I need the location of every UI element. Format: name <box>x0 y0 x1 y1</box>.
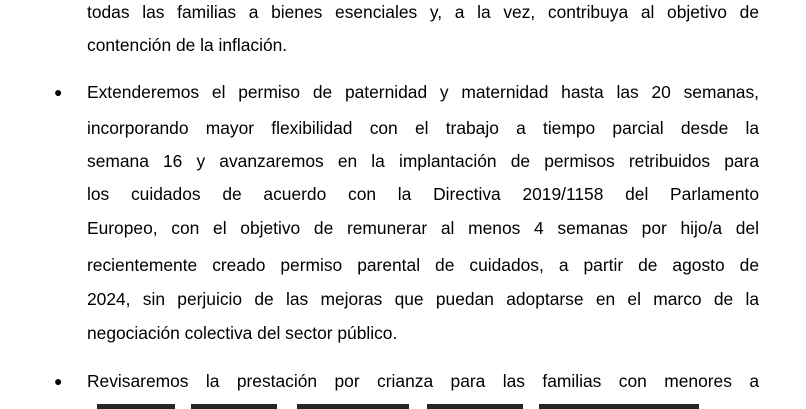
bullet-line: recientemente creado permiso parental de cuidados, a partir de agosto de <box>87 255 759 275</box>
bullet-marker: ● <box>54 373 63 389</box>
paragraph-line: contención de la inflación. <box>87 35 288 55</box>
bullet-line: los cuidados de acuerdo con la Directiva 2019/1158 del Parlamento <box>87 184 759 204</box>
bullet-line: semana 16 y avanzaremos en la implantación de permisos retribuidos para <box>87 151 759 171</box>
cropped-text-fragment <box>539 404 699 409</box>
bullet-marker: ● <box>54 84 63 100</box>
bullet-line: Extenderemos el permiso de paternidad y maternidad hasta las 20 semanas, <box>87 82 759 102</box>
bullet-line: incorporando mayor flexibilidad con el trabajo a tiempo parcial desde la <box>87 118 759 138</box>
paragraph-line: todas las familias a bienes esenciales y, a la vez, contribuya al objetivo de <box>87 2 759 22</box>
bullet-line: Revisaremos la prestación por crianza para las familias con menores a <box>87 371 759 391</box>
cropped-text-fragment <box>427 404 523 409</box>
cropped-text-line <box>87 400 707 409</box>
cropped-text-fragment <box>97 404 175 409</box>
cropped-text-fragment <box>191 404 277 409</box>
cropped-text-fragment <box>297 404 409 409</box>
bullet-line: negociación colectiva del sector público. <box>87 323 398 343</box>
bullet-line: Europeo, con el objetivo de remunerar al menos 4 semanas por hijo/a del <box>87 218 759 238</box>
bullet-line: 2024, sin perjuicio de las mejoras que puedan adoptarse en el marco de la <box>87 289 759 309</box>
